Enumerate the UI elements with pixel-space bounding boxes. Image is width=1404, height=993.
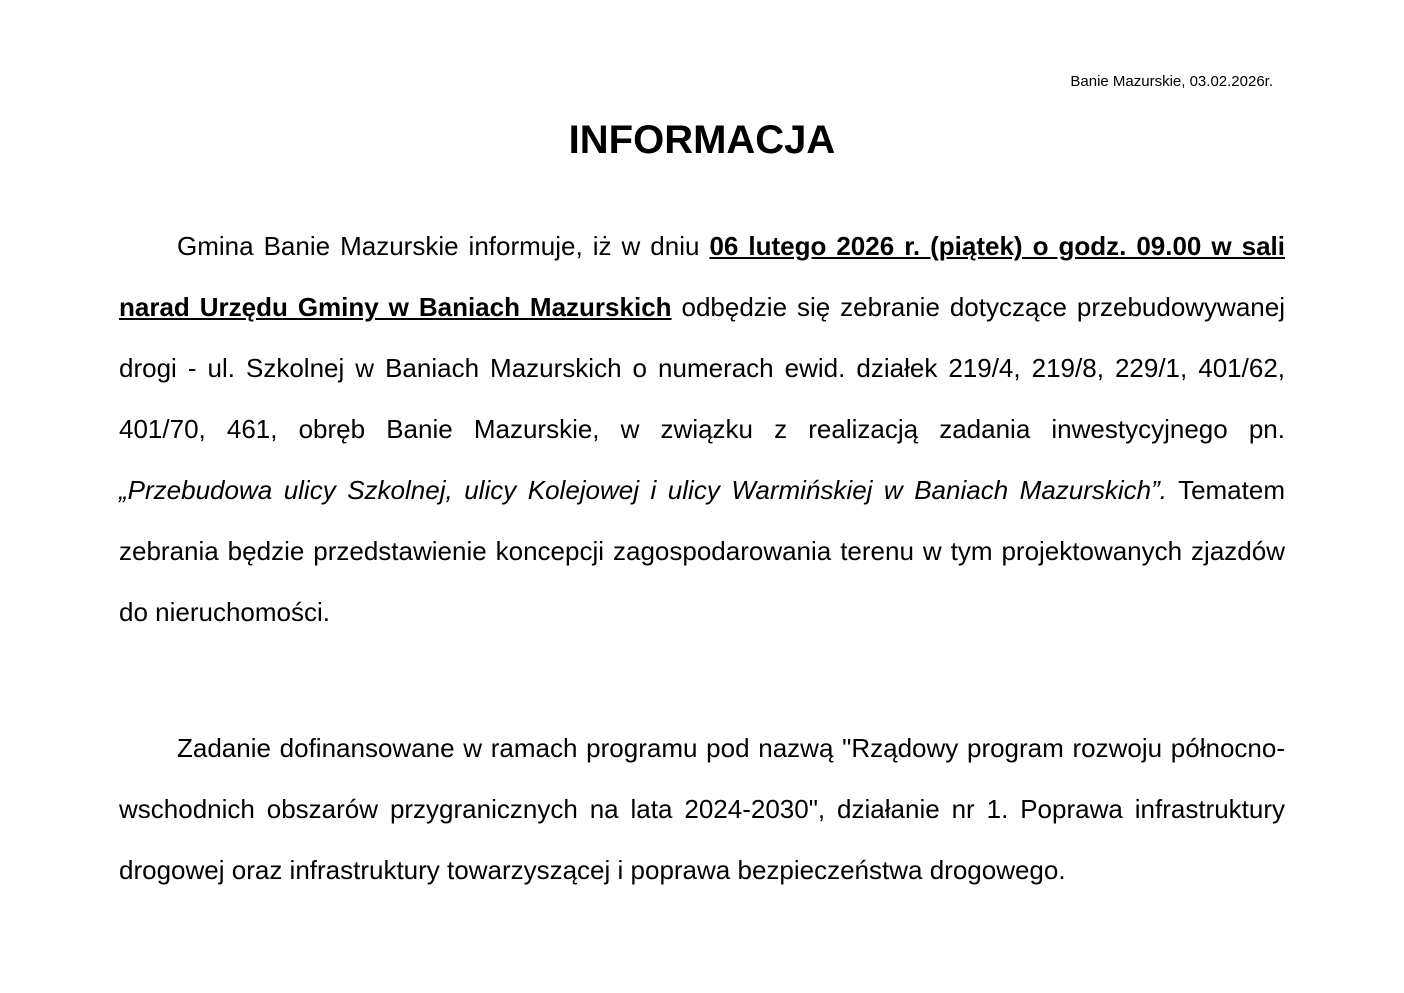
document-date: Banie Mazurskie, 03.02.2026r. <box>1070 73 1273 90</box>
project-name: „Przebudowa ulicy Szkolnej, ulicy Kolejowej i ulicy Warmińskiej w Baniach Mazurskich”. <box>119 475 1168 505</box>
announcement-paragraph <box>119 216 1285 643</box>
paragraph-intro: Gmina Banie Mazurskie informuje, iż w dniu <box>177 231 710 261</box>
funding-paragraph: Zadanie dofinansowane w ramach programu pod nazwą "Rządowy program rozwoju północno-wschodnich obszarów przygranicznych na lata 2024-2030", działanie nr 1. Poprawa infrastruktury drogowej oraz infrastruktury towarzyszącej i poprawa bezpieczeństwa drogowego. <box>119 733 1285 885</box>
document-title: INFORMACJA <box>568 118 836 162</box>
meeting-date-location: 06 lutego 2026 r. (piątek) o godz. 09.00 w sali narad Urzędu Gminy w Baniach Mazurskich <box>119 231 1285 322</box>
paragraph-middle: odbędzie się zebranie dotyczące przebudowywanej drogi - ul. Szkolnej w Baniach Mazurskich o numerach ewid. działek 219/4, 219/8, 229/1, 401/62, 401/70, 461, obręb Banie Mazurskie, w związku z realizacją zadania inwestycyjnego pn. <box>119 292 1285 444</box>
paragraph-ending: Tematem zebrania będzie przedstawienie koncepcji zagospodarowania terenu w tym projektowanych zjazdów do nieruchomości. <box>119 475 1285 627</box>
